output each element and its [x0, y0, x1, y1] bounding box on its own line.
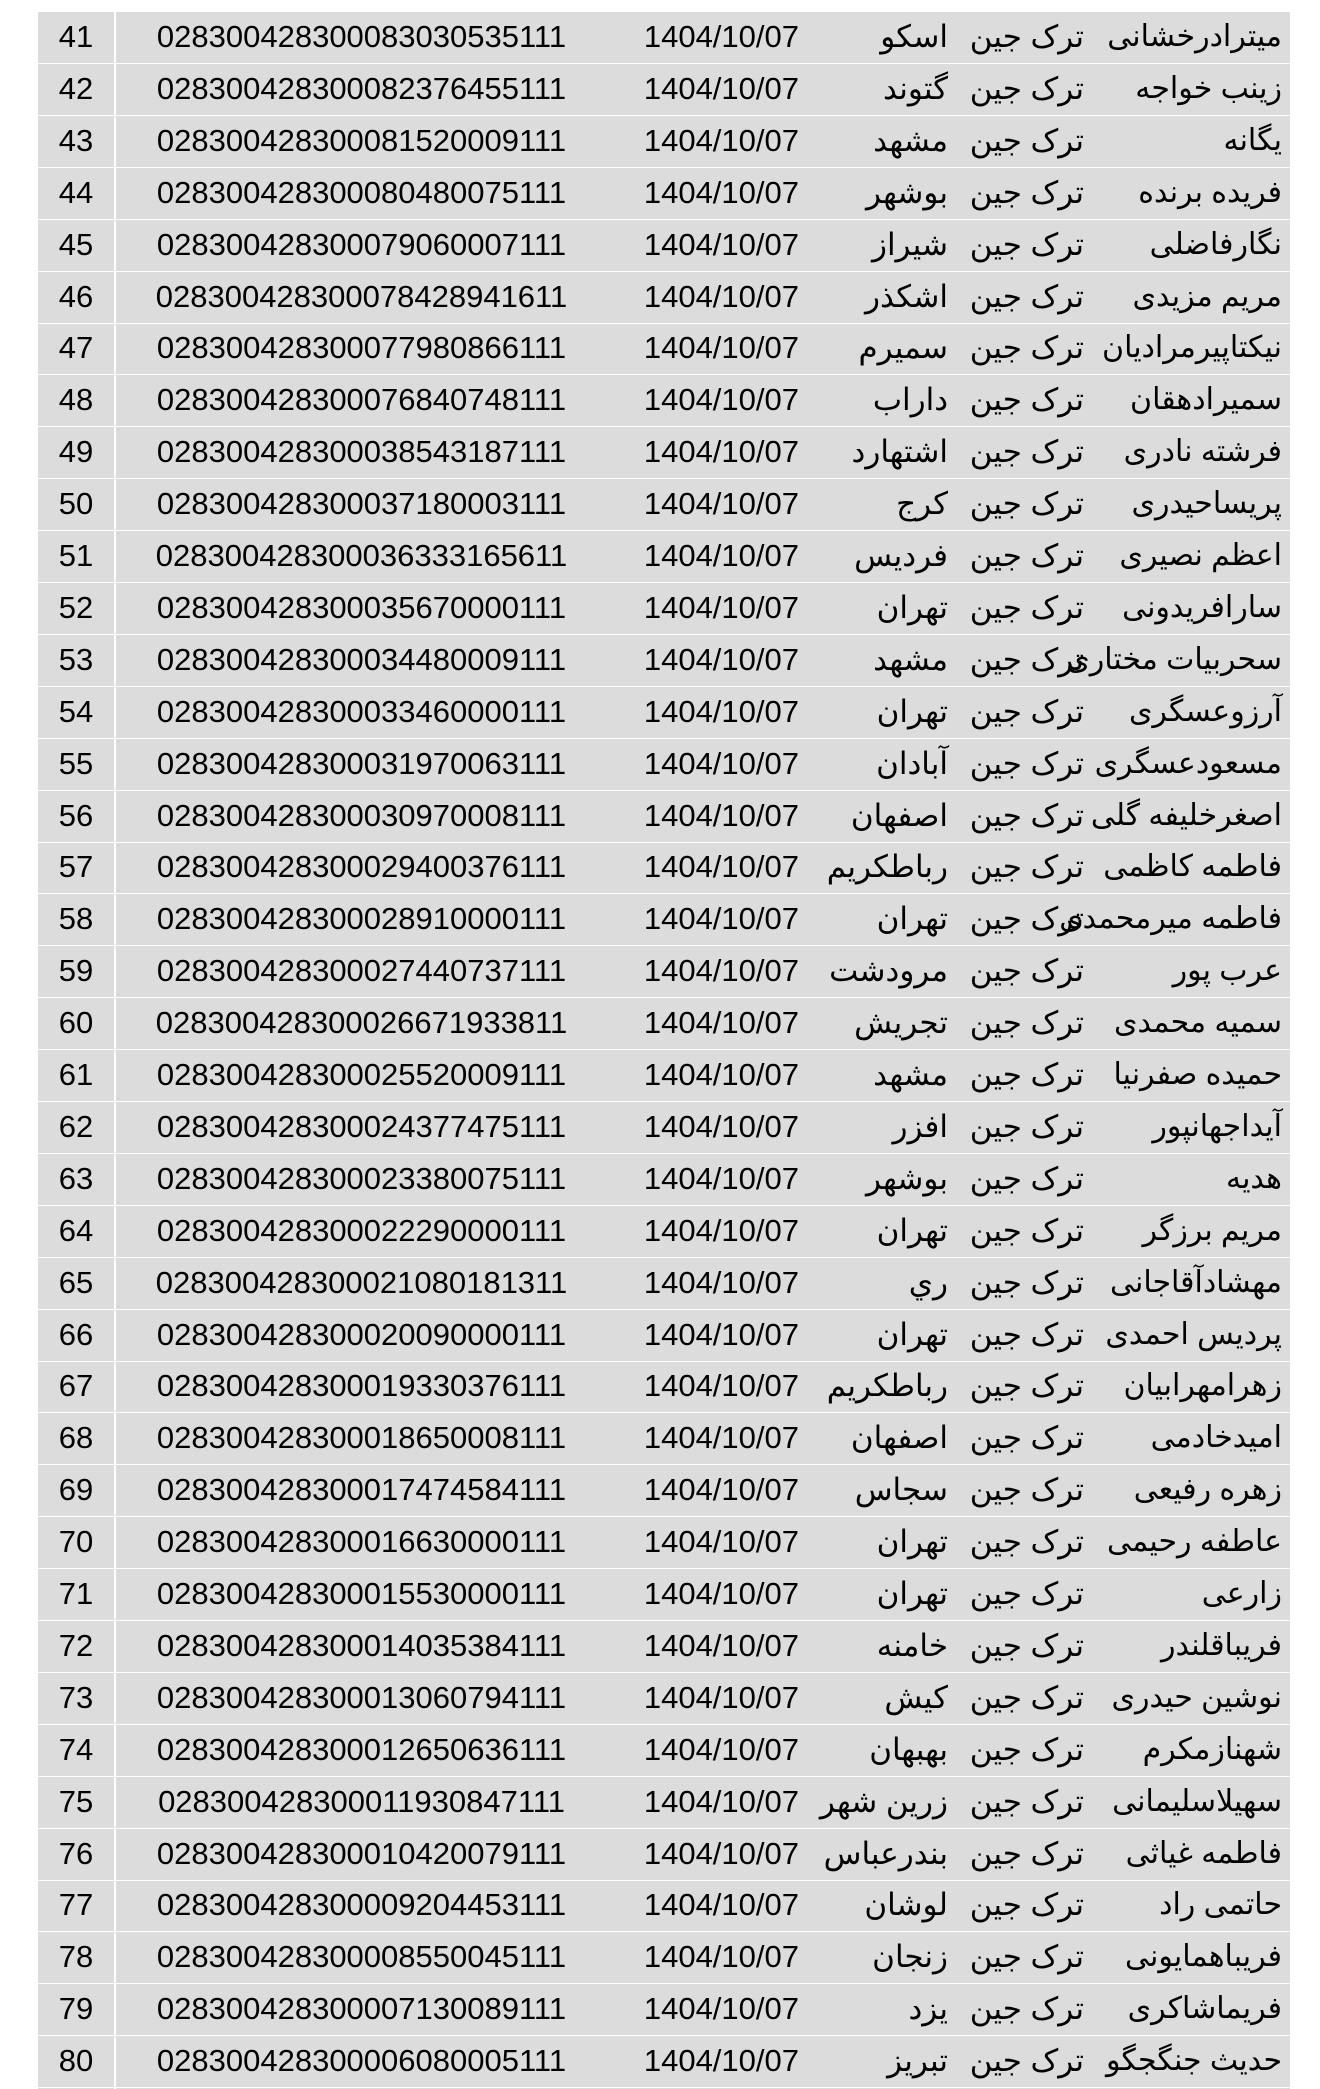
city: مشهد [873, 641, 948, 677]
table-row [38, 168, 1290, 220]
date: 1404/10/07 [643, 486, 799, 522]
table-row [38, 323, 1290, 375]
customer-name: فرشته نادری [1123, 435, 1282, 469]
row-number: 46 [58, 278, 94, 314]
tracking-code: 028300428300026671933811 [155, 1005, 568, 1041]
customer-name: زینب خواجه [1135, 71, 1282, 105]
date: 1404/10/07 [643, 1368, 799, 1404]
city: یزد [908, 1991, 948, 2027]
tracking-code: 028300428300078428941611 [155, 278, 568, 314]
customer-name: مسعودعسگری [1094, 746, 1282, 780]
product-name: ترک جین [969, 693, 1084, 729]
customer-name: اصغرخلیفه گلی [1090, 798, 1282, 832]
city: تهران [876, 1316, 948, 1352]
tracking-code: 028300428300028910000111 [156, 901, 567, 937]
row-number: 65 [58, 1264, 94, 1300]
table-row [38, 12, 1290, 64]
date: 1404/10/07 [643, 1108, 799, 1144]
date: 1404/10/07 [643, 693, 799, 729]
product-name: ترک جین [969, 226, 1084, 262]
customer-name: آیداجهانپور [1152, 1109, 1282, 1143]
customer-name: زهرامهرابیان [1123, 1369, 1282, 1403]
tracking-code: 028300428300016630000111 [156, 1524, 567, 1560]
tracking-code: 028300428300076840748111 [156, 382, 567, 418]
table-row [38, 1154, 1290, 1206]
city: اصفهان [850, 1420, 948, 1456]
date: 1404/10/07 [643, 1057, 799, 1092]
row-number: 49 [58, 434, 94, 470]
table-row [38, 1050, 1290, 1102]
product-name: ترک جین [969, 1731, 1084, 1767]
customer-name: سمیرادهقان [1130, 383, 1282, 417]
product-name: ترک جین [969, 538, 1084, 573]
table-row [38, 427, 1290, 479]
table-row [38, 894, 1290, 946]
tracking-code: 028300428300029400376111 [156, 849, 567, 885]
table-row [38, 1361, 1290, 1413]
product-name: ترک جین [969, 1576, 1084, 1611]
row-number: 60 [58, 1005, 94, 1041]
customer-name: نیکتاپیرمرادیان [1102, 331, 1282, 365]
date: 1404/10/07 [643, 1679, 799, 1715]
city: زرین شهر [819, 1783, 948, 1819]
table-row [38, 1621, 1290, 1673]
tracking-code: 028300428300031970063111 [156, 745, 567, 781]
customer-name: مریم مزیدی [1132, 279, 1282, 313]
table-row [38, 1517, 1290, 1569]
customer-name: فاطمه میرمحمدی [1059, 902, 1282, 936]
table-row [38, 479, 1290, 531]
row-number: 80 [58, 2043, 94, 2079]
date: 1404/10/07 [643, 226, 799, 262]
date: 1404/10/07 [643, 849, 799, 885]
product-name: ترک جین [969, 745, 1084, 781]
product-name: ترک جین [969, 1108, 1084, 1144]
table-row [38, 1258, 1290, 1310]
city: زنجان [872, 1939, 948, 1975]
product-name: ترک جین [969, 382, 1084, 418]
tracking-code: 028300428300081520009111 [156, 122, 567, 158]
tracking-code: 028300428300025520009111 [156, 1057, 567, 1092]
date: 1404/10/07 [643, 797, 799, 833]
product-name: ترک جین [969, 1368, 1084, 1404]
table-row [38, 2036, 1290, 2088]
row-number: 66 [58, 1316, 94, 1352]
row-number: 64 [58, 1212, 94, 1248]
row-number: 77 [58, 1887, 94, 1923]
customer-name: میترادرخشانی [1107, 20, 1282, 53]
row-number: 75 [58, 1783, 94, 1819]
date: 1404/10/07 [643, 1991, 799, 2027]
city: تهران [876, 901, 948, 937]
product-name: ترک جین [969, 1887, 1084, 1923]
product-name: ترک جین [969, 589, 1084, 625]
date: 1404/10/07 [643, 901, 799, 937]
city: کرج [896, 486, 948, 522]
date: 1404/10/07 [643, 174, 799, 210]
city: تهران [876, 693, 948, 729]
date: 1404/10/07 [643, 1472, 799, 1508]
table-row [38, 1984, 1290, 2036]
customer-name: زهره رفیعی [1133, 1473, 1282, 1507]
tracking-code: 028300428300009204453111 [156, 1887, 567, 1923]
table-row [38, 842, 1290, 894]
product-name: ترک جین [969, 901, 1084, 937]
row-number: 54 [58, 693, 94, 729]
customer-name: آرزوعسگری [1128, 694, 1282, 728]
customer-name: عاطفه رحیمی [1107, 1525, 1282, 1559]
product-name: ترک جین [969, 70, 1084, 106]
product-name: ترک جین [969, 1005, 1084, 1041]
customer-name: یگانه [1223, 123, 1282, 157]
table-row [38, 998, 1290, 1050]
tracking-code: 028300428300079060007111 [156, 226, 567, 262]
product-name: ترک جین [969, 1057, 1084, 1092]
table-row [38, 1465, 1290, 1517]
product-name: ترک جین [969, 1264, 1084, 1300]
row-number: 53 [58, 641, 94, 677]
product-name: ترک جین [969, 1939, 1084, 1975]
city: تهران [876, 1524, 948, 1560]
tracking-code: 028300428300082376455111 [156, 70, 567, 106]
city: سجاس [854, 1472, 948, 1508]
product-name: ترک جین [969, 1679, 1084, 1715]
customer-name: فریباهمایونی [1125, 1940, 1282, 1974]
date: 1404/10/07 [643, 1627, 799, 1663]
row-number: 70 [58, 1524, 94, 1560]
tracking-code: 028300428300038543187111 [156, 434, 567, 470]
customer-name: اعظم نصیری [1119, 539, 1282, 572]
row-number: 76 [58, 1835, 94, 1871]
date: 1404/10/07 [643, 1160, 799, 1196]
customer-name: فاطمه کاظمی [1103, 850, 1282, 884]
tracking-code: 028300428300035670000111 [156, 589, 567, 625]
product-name: ترک جین [969, 1627, 1084, 1663]
date: 1404/10/07 [643, 1212, 799, 1248]
city: لوشان [864, 1887, 948, 1923]
customer-name: فریده برنده [1138, 175, 1282, 209]
row-number: 41 [58, 19, 94, 54]
tracking-code: 028300428300030970008111 [156, 797, 567, 833]
tracking-code: 028300428300018650008111 [156, 1420, 567, 1456]
table-row [38, 1413, 1290, 1465]
date: 1404/10/07 [643, 122, 799, 158]
product-name: ترک جین [969, 278, 1084, 314]
date: 1404/10/07 [643, 1887, 799, 1923]
row-number: 43 [58, 122, 94, 158]
date: 1404/10/07 [643, 382, 799, 418]
tracking-code: 028300428300012650636111 [156, 1731, 567, 1767]
tracking-code: 028300428300010420079111 [156, 1835, 567, 1871]
city: تهران [876, 1212, 948, 1248]
city: کیش [884, 1679, 948, 1715]
product-name: ترک جین [969, 122, 1084, 158]
city: تبریز [887, 2043, 948, 2079]
tracking-code: 028300428300037180003111 [156, 486, 567, 522]
city: مشهد [873, 1057, 948, 1092]
date: 1404/10/07 [643, 70, 799, 106]
table-row [38, 1829, 1290, 1881]
row-number: 68 [58, 1420, 94, 1456]
customer-name: سحربیات مختاری [1066, 642, 1282, 676]
product-name: ترک جین [969, 174, 1084, 210]
product-name: ترک جین [969, 641, 1084, 677]
table-row [38, 946, 1290, 998]
customer-name: مهشادآقاجانی [1109, 1265, 1282, 1299]
row-number: 44 [58, 174, 94, 210]
customer-name: سمیه محمدی [1114, 1006, 1282, 1040]
customer-name: پردیس احمدی [1105, 1317, 1282, 1351]
tracking-code: 028300428300080480075111 [156, 174, 567, 210]
date: 1404/10/07 [643, 745, 799, 781]
product-name: ترک جین [969, 1472, 1084, 1508]
date: 1404/10/07 [643, 278, 799, 314]
customer-name: عرب پور [1172, 954, 1282, 988]
tracking-code: 028300428300017474584111 [156, 1472, 567, 1508]
product-name: ترک جین [969, 330, 1084, 366]
product-name: ترک جین [969, 1835, 1084, 1871]
city: تجریش [854, 1005, 948, 1041]
table-row [38, 1932, 1290, 1984]
table-row [38, 1569, 1290, 1621]
table-row [38, 531, 1290, 583]
row-number: 42 [58, 70, 94, 106]
city: اشتهارد [851, 434, 948, 470]
date: 1404/10/07 [643, 1005, 799, 1041]
row-number: 61 [58, 1057, 94, 1092]
city: اصفهان [850, 797, 948, 833]
tracking-code: 028300428300077980866111 [156, 330, 567, 366]
table-row [38, 1880, 1290, 1932]
product-name: ترک جین [969, 797, 1084, 833]
product-name: ترک جین [969, 1783, 1084, 1819]
row-number: 56 [58, 797, 94, 833]
table-row [38, 687, 1290, 739]
row-number: 58 [58, 901, 94, 937]
date: 1404/10/07 [643, 2043, 799, 2079]
date: 1404/10/07 [643, 641, 799, 677]
table-row [38, 64, 1290, 116]
customer-name: سارافریدونی [1122, 590, 1282, 624]
row-number: 72 [58, 1627, 94, 1663]
city: گتوند [882, 70, 948, 106]
city: افزر [892, 1108, 948, 1144]
table-row [38, 1206, 1290, 1258]
row-number: 57 [58, 849, 94, 885]
date: 1404/10/07 [643, 19, 799, 54]
customer-name: پریساحیدری [1131, 487, 1282, 521]
city: ري [908, 1264, 948, 1300]
product-name: ترک جین [969, 849, 1084, 885]
city: شیراز [871, 226, 948, 262]
table-row [38, 116, 1290, 168]
date: 1404/10/07 [643, 538, 799, 573]
row-number: 45 [58, 226, 94, 262]
shipment-table [38, 12, 1290, 2089]
customer-name: هدیه [1225, 1161, 1282, 1195]
customer-name: شهنازمکرم [1142, 1732, 1282, 1766]
product-name: ترک جین [969, 1212, 1084, 1248]
row-number: 55 [58, 745, 94, 781]
city: بهبهان [869, 1731, 948, 1767]
date: 1404/10/07 [643, 1731, 799, 1767]
row-number: 69 [58, 1472, 94, 1508]
table-row [38, 739, 1290, 791]
row-number: 79 [58, 1991, 94, 2027]
row-number: 74 [58, 1731, 94, 1767]
tracking-code: 028300428300034480009111 [156, 641, 567, 677]
tracking-code: 028300428300015530000111 [156, 1576, 567, 1611]
customer-name: فریباقلندر [1161, 1628, 1282, 1662]
row-number: 48 [58, 382, 94, 418]
city: بوشهر [865, 174, 948, 210]
customer-name: حمیده صفرنیا [1113, 1058, 1282, 1091]
date: 1404/10/07 [643, 1835, 799, 1871]
tracking-code: 028300428300007130089111 [156, 1991, 567, 2027]
tracking-code: 028300428300020090000111 [156, 1316, 567, 1352]
tracking-code: 028300428300033460000111 [156, 693, 567, 729]
tracking-code: 028300428300083030535111 [156, 19, 567, 54]
product-name: ترک جین [969, 1316, 1084, 1352]
product-name: ترک جین [969, 1991, 1084, 2027]
tracking-code: 028300428300036333165611 [155, 538, 568, 573]
table-row [38, 220, 1290, 272]
product-name: ترک جین [969, 19, 1084, 54]
tracking-code: 028300428300021080181311 [155, 1264, 568, 1300]
table-row [38, 1310, 1290, 1362]
date: 1404/10/07 [643, 1420, 799, 1456]
table-row [38, 1725, 1290, 1777]
row-number: 71 [58, 1576, 94, 1611]
row-number: 59 [58, 953, 94, 989]
tracking-code: 028300428300019330376111 [156, 1368, 567, 1404]
tracking-code: 028300428300024377475111 [156, 1108, 567, 1144]
city: رباطکریم [826, 849, 948, 885]
row-number: 73 [58, 1679, 94, 1715]
table-row [38, 791, 1290, 843]
city: آبادان [876, 745, 948, 781]
customer-name: حدیث جنگجگو [1105, 2044, 1282, 2078]
customer-name: فریماشاکری [1127, 1992, 1282, 2026]
date: 1404/10/07 [643, 1576, 799, 1611]
table-row [38, 1102, 1290, 1154]
city: تهران [876, 589, 948, 625]
city: داراب [872, 382, 948, 418]
row-number: 52 [58, 589, 94, 625]
city: اسکو [880, 19, 948, 54]
customer-name: حاتمی راد [1159, 1888, 1282, 1922]
row-number: 62 [58, 1108, 94, 1144]
row-number: 63 [58, 1160, 94, 1196]
product-name: ترک جین [969, 2043, 1084, 2079]
row-number: 78 [58, 1939, 94, 1975]
city: تهران [876, 1576, 948, 1611]
tracking-code: 028300428300011930847111 [158, 1783, 565, 1819]
product-name: ترک جین [969, 1160, 1084, 1196]
customer-name: زارعی [1201, 1577, 1282, 1610]
customer-name: فاطمه غیاثی [1125, 1836, 1282, 1870]
city: مرودشت [829, 953, 948, 989]
customer-name: نوشین حیدری [1111, 1680, 1282, 1714]
city: مشهد [873, 122, 948, 158]
product-name: ترک جین [969, 486, 1084, 522]
city: بندرعباس [823, 1835, 948, 1871]
table-row [38, 1777, 1290, 1829]
product-name: ترک جین [969, 953, 1084, 989]
tracking-code: 028300428300013060794111 [156, 1679, 567, 1715]
table-row [38, 635, 1290, 687]
product-name: ترک جین [969, 1420, 1084, 1456]
tracking-code: 028300428300022290000111 [156, 1212, 567, 1248]
row-number: 51 [58, 538, 94, 573]
city: رباطکریم [826, 1368, 948, 1404]
tracking-code: 028300428300006080005111 [156, 2043, 567, 2079]
tracking-code: 028300428300027440737111 [156, 953, 567, 989]
city: فردیس [854, 538, 948, 573]
customer-name: مریم برزگر [1142, 1213, 1282, 1247]
city: بوشهر [865, 1160, 948, 1196]
customer-name: امیدخادمی [1150, 1421, 1282, 1455]
date: 1404/10/07 [643, 1264, 799, 1300]
tracking-code: 028300428300023380075111 [156, 1160, 567, 1196]
table-row [38, 375, 1290, 427]
customer-name: نگارفاضلی [1149, 227, 1282, 261]
city: اشکذر [865, 278, 948, 314]
row-number: 47 [58, 330, 94, 366]
date: 1404/10/07 [643, 589, 799, 625]
date: 1404/10/07 [643, 1939, 799, 1975]
date: 1404/10/07 [643, 1524, 799, 1560]
row-number: 67 [58, 1368, 94, 1404]
date: 1404/10/07 [643, 953, 799, 989]
city: خامنه [876, 1627, 948, 1663]
table-row [38, 583, 1290, 635]
product-name: ترک جین [969, 434, 1084, 470]
date: 1404/10/07 [643, 1316, 799, 1352]
date: 1404/10/07 [643, 434, 799, 470]
table-row [38, 1673, 1290, 1725]
product-name: ترک جین [969, 1524, 1084, 1560]
table-row [38, 272, 1290, 324]
date: 1404/10/07 [643, 1783, 799, 1819]
date: 1404/10/07 [643, 330, 799, 366]
tracking-code: 028300428300008550045111 [156, 1939, 567, 1975]
row-number: 50 [58, 486, 94, 522]
customer-name: سهیلاسلیمانی [1112, 1784, 1282, 1818]
tracking-code: 028300428300014035384111 [156, 1627, 567, 1663]
city: سمیرم [858, 330, 948, 366]
